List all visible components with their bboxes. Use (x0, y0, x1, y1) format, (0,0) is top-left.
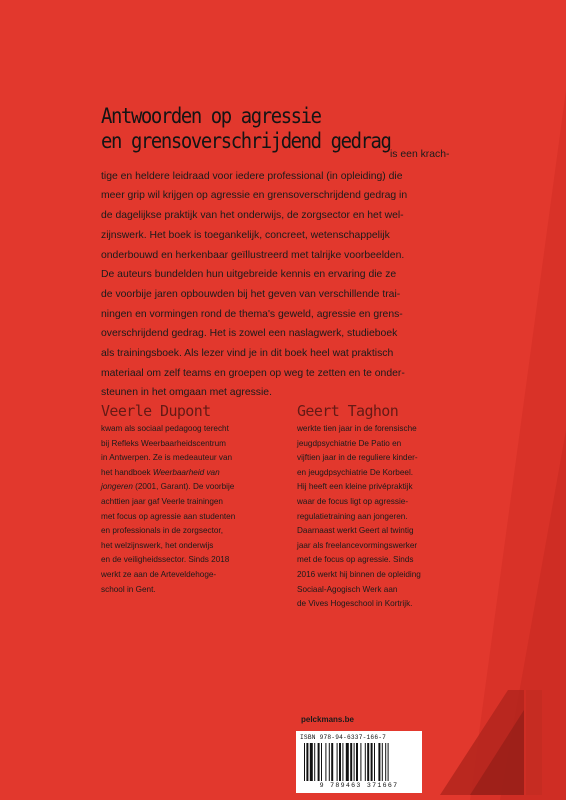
barcode-bar (365, 743, 366, 781)
author-name: Veerle Dupont (101, 402, 211, 420)
author-bio-line: kwam als sociaal pedagoog terecht (101, 424, 229, 433)
author-bio-text: (2001, Garant). De voorbije (132, 482, 235, 492)
barcode-bar (306, 743, 308, 781)
author-bio-line: vijftien jaar in de reguliere kinder- (297, 453, 418, 463)
author-bio-text: het handboek (101, 467, 151, 477)
author-bio-line (101, 480, 271, 495)
blurb-line: zijnswerk. Het boek is toegankelijk, concreet, wetenschappelijk (101, 229, 390, 241)
author-name: Geert Taghon (297, 402, 399, 420)
author-bio-line: werkt ze aan de Arteveldehoge- (101, 569, 217, 579)
author-bio-line: de Vives Hogeschool in Kortrijk. (297, 599, 413, 609)
blurb-line: als trainingsboek. Als lezer vind je in dit boek heel wat praktisch (101, 348, 394, 360)
barcode-bar (346, 743, 349, 781)
blurb-line: steunen in het omgaan met agressie. (101, 387, 272, 399)
blurb-line: tige en heldere leidraad voor iedere professional (in opleiding) die (101, 170, 403, 182)
barcode-bar (356, 743, 358, 781)
barcode-bar (382, 743, 383, 781)
blurb-line: onderbouwd en herkenbaar geïllustreerd met talrijke voorbeelden. (101, 249, 405, 261)
isbn-barcode (296, 731, 422, 793)
blurb-line: meer grip wil krijgen op agressie en grensoverschrijdend gedrag in (101, 190, 408, 202)
author-bio-line: regulatietraining aan jongeren. (297, 511, 408, 521)
author-bio-line: en de veiligheidssector. Sinds 2018 (101, 555, 230, 565)
blurb-line: De auteurs bundelden hun uitgebreide kennis en ervaring die ze (101, 269, 397, 281)
author-bio-line: school in Gent. (101, 584, 156, 594)
barcode-bar (367, 743, 369, 781)
author-bio-line: waar de focus ligt op agressie- (297, 496, 409, 506)
barcode-bar (339, 743, 341, 781)
blurb-line: ningen en vormingen rond de thema's geweld, agressie en grens- (101, 308, 403, 320)
author-bio-line: met focus op agressie aan studenten (101, 511, 236, 521)
blurb-line: de voorbije jaren opbouwden bij het geven van verschillende trai- (101, 288, 401, 300)
title-line-1: Antwoorden op agressie (101, 104, 321, 129)
barcode-bar (329, 743, 330, 781)
author-bio-line (101, 466, 271, 481)
author-bio-line: in Antwerpen. Ze is medeauteur van (101, 453, 233, 463)
barcode-bar (321, 743, 322, 781)
author-bio-line: en professionals in de zorgsector, (101, 526, 223, 536)
author-bio-line: bij Refleks Weerbaarheidscentrum (101, 438, 226, 448)
barcode-bar (350, 743, 352, 781)
book-reference-title: Weerbaarheid van (152, 467, 220, 477)
barcode-digits: 9 789463 371667 (319, 782, 399, 789)
author-bio-line: en jeugdpsychiatrie De Korbeel. (297, 467, 414, 477)
barcode-bar (378, 743, 380, 781)
barcode-bar (371, 743, 373, 781)
blurb (101, 147, 474, 403)
author-bio-line: Daarnaast werkt Geert al twintig (297, 526, 414, 536)
barcode-bar (374, 743, 375, 781)
author-bio-geert-taghon (297, 402, 497, 612)
barcode-bar (360, 743, 361, 781)
author-bio-line: jaar als freelancevormingswerker (297, 540, 418, 550)
barcode-bar (310, 743, 313, 781)
barcode-bar (314, 743, 315, 781)
author-bio-line: het welzijnswerk, het onderwijs (101, 540, 214, 550)
blurb-line: materiaal om zelf teams en groepen op weg te zetten en te onder- (101, 367, 405, 379)
barcode-bar (325, 743, 326, 781)
barcode-bars (302, 743, 416, 781)
publisher-url: pelckmans.be (301, 715, 354, 724)
barcode-bar (354, 743, 355, 781)
author-bio-line: met de focus op agressie. Sinds (297, 555, 414, 565)
title-line-2: en grensoverschrijdend gedrag (101, 129, 391, 154)
isbn-label: ISBN 978-94-6337-166-7 (300, 734, 387, 741)
author-bio-line: jeugdpsychiatrie De Patio en (297, 438, 402, 448)
blurb-lead-in: is een krach- (390, 149, 450, 160)
blurb-line: overschrijdend gedrag. Het is zowel een naslagwerk, studieboek (101, 328, 398, 340)
author-bio-line: achttien jaar gaf Veerle trainingen (101, 496, 223, 506)
barcode-bar (388, 743, 389, 781)
barcode-bar (337, 743, 338, 781)
book-reference-title: jongeren (101, 482, 133, 492)
author-bio-line: Hij heeft een kleine privépraktijk (297, 482, 413, 492)
barcode-bar (342, 743, 343, 781)
barcode-bar (304, 743, 305, 781)
author-bio-line: 2016 werkt hij binnen de opleiding (297, 569, 421, 579)
author-bio-veerle-dupont (101, 402, 271, 597)
author-bio-line: werkte tien jaar in de forensische (297, 424, 417, 433)
barcode-bar (385, 743, 386, 781)
publisher-logo-mark (430, 690, 566, 800)
barcode-bar (318, 743, 320, 781)
barcode-bar (331, 743, 333, 781)
blurb-line: de dagelijkse praktijk van het onderwijs, de zorgsector en het wel- (101, 210, 404, 222)
author-bio-line: Sociaal-Agogisch Werk aan (297, 584, 398, 594)
